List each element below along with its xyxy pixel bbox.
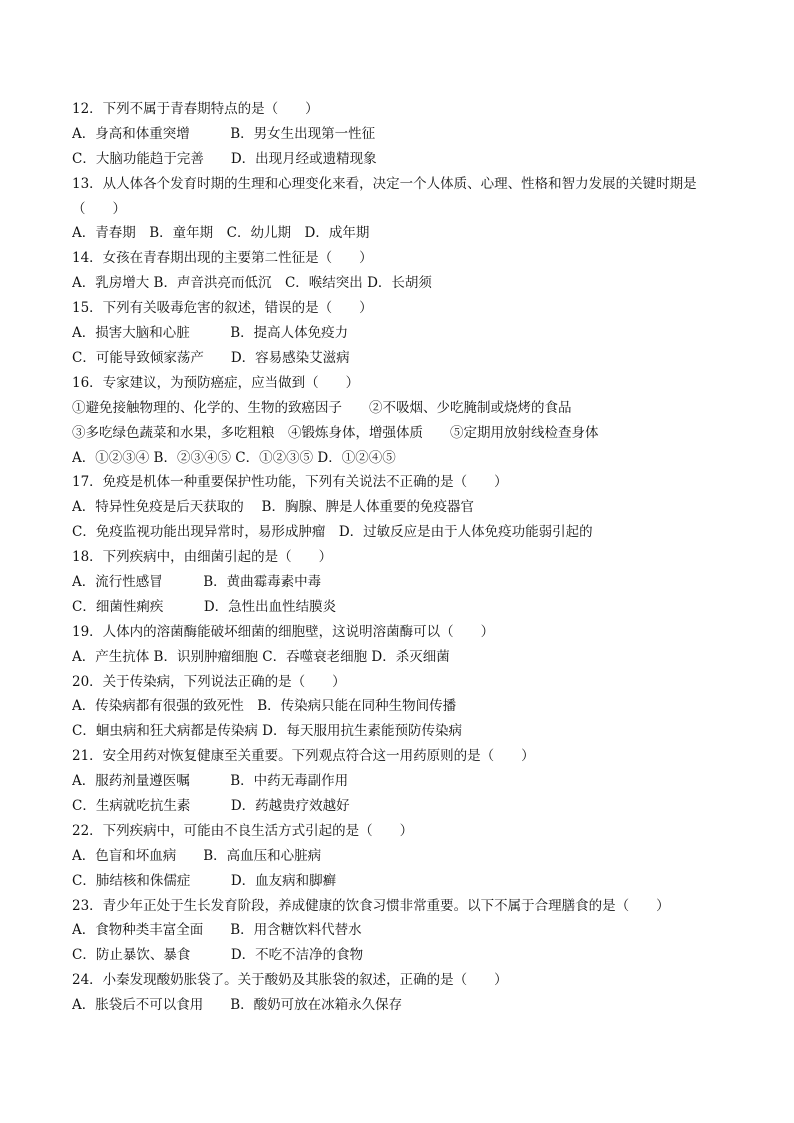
- question-12-options-1: A．身高和体重突增 B．男女生出现第一性征: [72, 125, 376, 142]
- question-23-options-1: A．食物种类丰富全面 B．用含糖饮料代替水: [72, 922, 362, 939]
- question-17-stem: 17．免疫是机体一种重要保护性功能，下列有关说法不正确的是（ ）: [72, 474, 508, 491]
- question-list: [72, 97, 732, 1018]
- question-12-stem: 12．下列不属于青春期特点的是（ ）: [72, 101, 319, 117]
- question-20-stem: 20．关于传染病，下列说法正确的是（ ）: [72, 673, 346, 690]
- question-20-options-2: C．蛔虫病和狂犬病都是传染病 D．每天服用抗生素能预防传染病: [72, 723, 462, 740]
- question-17-options-1: A．特异性免疫是后天获取的 B．胸腺、脾是人体重要的免疫器官: [72, 499, 474, 516]
- question-22-options-2: C．肺结核和侏儒症 D．血友病和脚癣: [72, 872, 337, 889]
- question-17-options-2: C．免疫监视功能出现异常时，易形成肿瘤 D．过敏反应是由于人体免疫功能弱引起的: [72, 524, 593, 541]
- question-21-options-2: C．生病就吃抗生素 D．药越贵疗效越好: [72, 797, 350, 814]
- question-18-options-1: A．流行性感冒 B．黄曲霉毒素中毒: [72, 573, 322, 590]
- question-14-stem: 14．女孩在青春期出现的主要第二性征是（ ）: [72, 250, 373, 267]
- question-16-statements-2: ③多吃绿色蔬菜和水果，多吃粗粮 ④锻炼身体，增强体质 ⑤定期用放射线检查身体: [72, 424, 599, 441]
- question-15-stem: 15．下列有关吸毒危害的叙述，错误的是（ ）: [72, 300, 373, 317]
- question-14-options-1: A．乳房增大 B．声音洪亮而低沉 C．喉结突出 D．长胡须: [72, 275, 432, 292]
- question-20-options-1: A．传染病都有很强的致死性 B．传染病只能在同种生物间传播: [72, 698, 457, 715]
- question-23-options-2: C．防止暴饮、暴食 D．不吃不洁净的食物: [72, 947, 364, 964]
- question-18-options-2: C．细菌性痢疾 D．急性出血性结膜炎: [72, 598, 337, 615]
- question-22-stem: 22．下列疾病中，可能由不良生活方式引起的是（ ）: [72, 822, 414, 839]
- question-18-stem: 18．下列疾病中，由细菌引起的是（ ）: [72, 549, 333, 566]
- question-15-options-1: A．损害大脑和心脏 B．提高人体免疫力: [72, 325, 349, 342]
- question-12-options-2: C．大脑功能趋于完善 D．出现月经或遗精现象: [72, 150, 377, 167]
- question-16-options-1: A．①②③④ B．②③④⑤ C．①②③⑤ D．①②④⑤: [72, 449, 396, 466]
- question-15-options-2: C．可能导致倾家荡产 D．容易感染艾滋病: [72, 349, 350, 366]
- question-22-options-1: A．色盲和坏血病 B．高血压和心脏病: [72, 847, 322, 864]
- question-19-stem: 19．人体内的溶菌酶能破坏细菌的细胞壁，这说明溶菌酶可以（ ）: [72, 623, 495, 640]
- question-21-stem: 21．安全用药对恢复健康至关重要。下列观点符合这一用药原则的是（ ）: [72, 748, 535, 765]
- question-16-statements-1: ①避免接触物理的、化学的、生物的致癌因子 ②不吸烟、少吃腌制或烧烤的食品: [72, 399, 572, 416]
- question-13-stem: 13．从人体各个发育时期的生理和心理变化来看，决定一个人体质、心理、性格和智力发展的关键时期是（ ）: [72, 175, 697, 217]
- question-24-options-1: A．胀袋后不可以食用 B．酸奶可放在冰箱永久保存: [72, 997, 403, 1014]
- question-16-stem: 16．专家建议，为预防癌症，应当做到（ ）: [72, 374, 360, 391]
- question-24-stem: 24．小秦发现酸奶胀袋了。关于酸奶及其胀袋的叙述，正确的是（ ）: [72, 972, 508, 989]
- question-19-options-1: A．产生抗体 B．识别肿瘤细胞 C．吞噬衰老细胞 D．杀灭细菌: [72, 648, 450, 665]
- question-13-options-1: A．青春期 B．童年期 C．幼儿期 D．成年期: [72, 225, 370, 242]
- question-23-stem: 23．青少年正处于生长发育阶段，养成健康的饮食习惯非常重要。以下不属于合理膳食的是（ ）: [72, 897, 670, 914]
- question-21-options-1: A．服药剂量遵医嘱 B．中药无毒副作用: [72, 773, 349, 790]
